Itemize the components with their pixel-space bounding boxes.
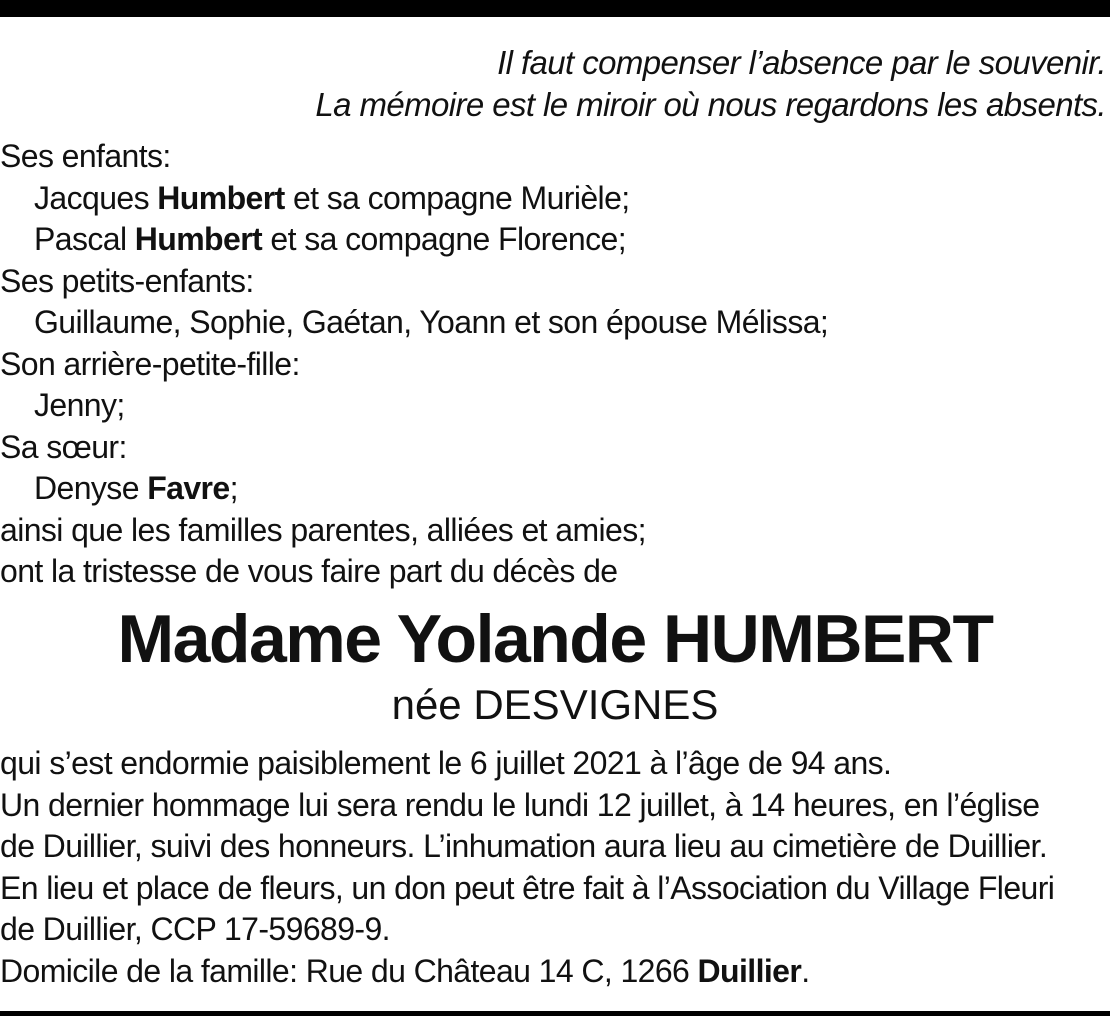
quote-line-1: Il faut compenser l’absence par le souvenir. xyxy=(497,44,1106,81)
child-last-name: Humbert xyxy=(157,179,285,216)
bottom-border-rule xyxy=(0,1011,1110,1016)
relatives-line: ainsi que les familles parentes, alliées et amies; xyxy=(0,511,646,548)
great-grandchild-name: Jenny; xyxy=(34,387,125,423)
funeral-details xyxy=(0,743,1110,992)
sister-punctuation: ; xyxy=(229,470,238,506)
details-line-1: qui s’est endormie paisiblement le 6 juillet 2021 à l’âge de 94 ans. xyxy=(0,745,892,781)
child-first-name: Pascal xyxy=(34,221,135,257)
great-grandchild-heading: Son arrière-petite-fille: xyxy=(0,345,300,382)
family-address xyxy=(0,951,1110,993)
quote-line-2: La mémoire est le miroir où nous regardons les absents. xyxy=(315,86,1106,123)
top-border-rule xyxy=(0,0,1110,17)
grandchildren-names: Guillaume, Sophie, Gaétan, Yoann et son épouse Mélissa; xyxy=(34,304,829,340)
sister-first-name: Denyse xyxy=(34,470,148,506)
child-last-name: Humbert xyxy=(134,221,263,257)
details-line-4: En lieu et place de fleurs, un don peut être fait à l’Association du Village Fleuri xyxy=(0,869,1055,906)
child-entry-2 xyxy=(0,219,1110,261)
deceased-name: Madame Yolande HUMBERT xyxy=(117,601,993,677)
details-line-5: de Duillier, CCP 17-59689-9. xyxy=(0,911,390,947)
epigraph-quote xyxy=(315,42,1106,126)
details-line-3: de Duillier, suivi des honneurs. L’inhumation aura lieu au cimetière de Duillier. xyxy=(0,828,1048,864)
sister-heading: Sa sœur: xyxy=(0,428,127,465)
grandchildren-heading: Ses petits-enfants: xyxy=(0,262,254,299)
child-entry-1 xyxy=(0,178,1110,220)
family-list xyxy=(0,136,1110,593)
maiden-name: née DESVIGNES xyxy=(391,681,719,728)
address-prefix: Domicile de la famille: Rue du Château 14 C, 1266 xyxy=(0,952,698,989)
details-line-2: Un dernier hommage lui sera rendu le lundi 12 juillet, à 14 heures, en l’église xyxy=(0,786,1040,823)
address-town: Duillier xyxy=(697,952,802,989)
child-partner: et sa compagne Murièle; xyxy=(284,179,630,216)
address-suffix: . xyxy=(801,952,810,989)
sister-entry xyxy=(0,468,1110,510)
announcement-line: ont la tristesse de vous faire part du décès de xyxy=(0,553,618,589)
children-heading: Ses enfants: xyxy=(0,138,171,174)
child-partner: et sa compagne Florence; xyxy=(262,221,627,257)
child-first-name: Jacques xyxy=(34,179,158,216)
sister-last-name: Favre xyxy=(147,470,230,506)
